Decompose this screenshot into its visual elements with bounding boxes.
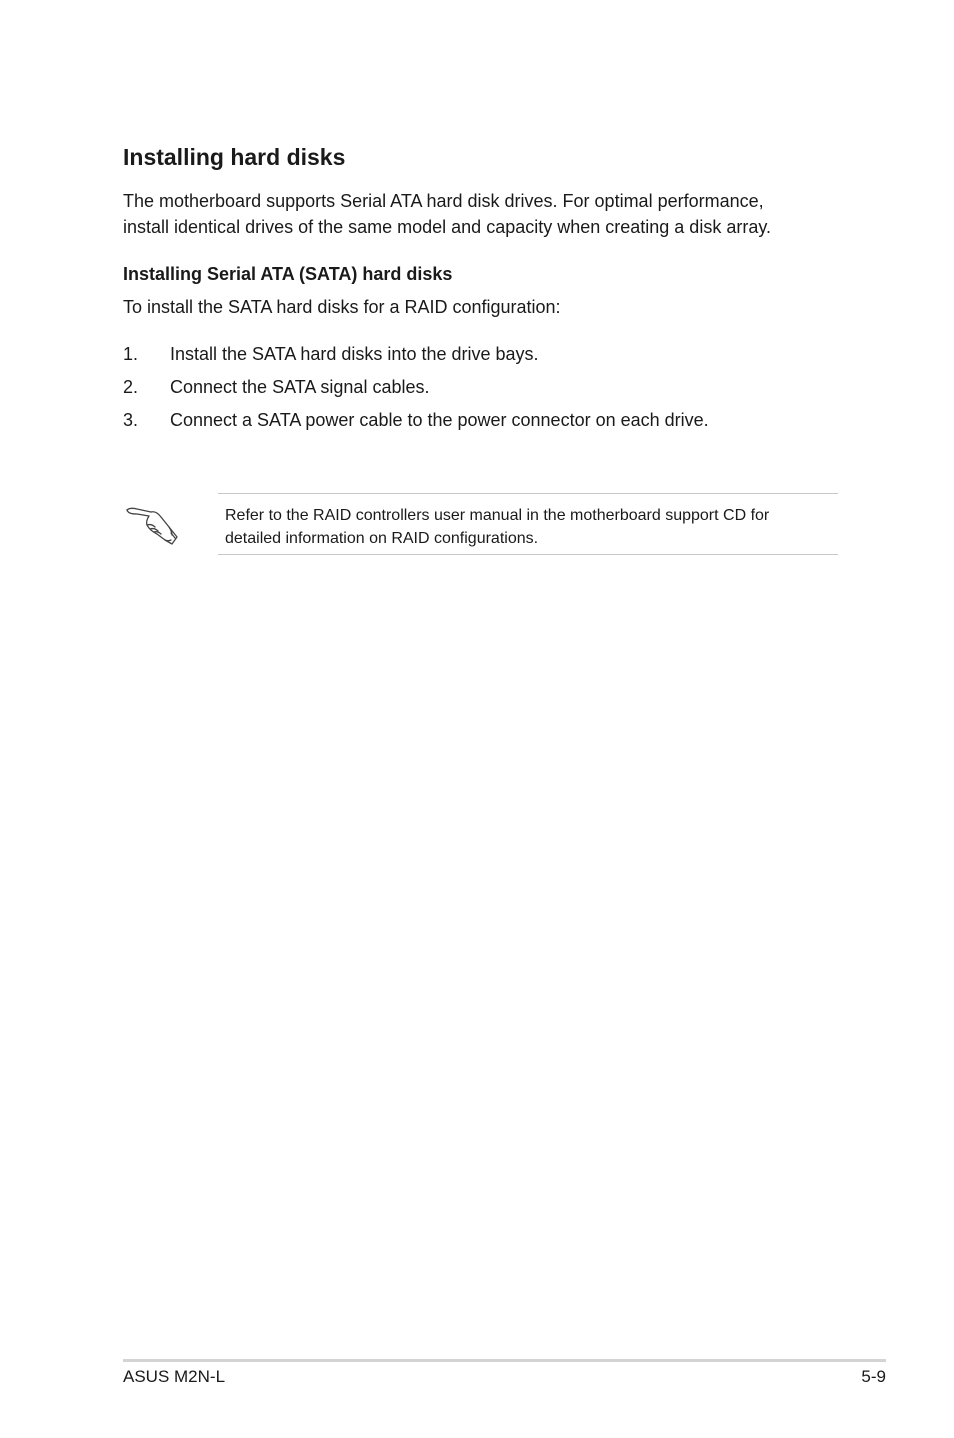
intro-line: install identical drives of the same model and capacity when creating a disk array. xyxy=(123,217,771,237)
lead-paragraph: To install the SATA hard disks for a RAID configuration: xyxy=(123,297,561,317)
step-text: Connect a SATA power cable to the power connector on each drive. xyxy=(170,410,709,430)
step-number: 3. xyxy=(123,410,139,430)
note-box xyxy=(218,493,838,555)
list-item xyxy=(123,376,843,409)
step-number: 2. xyxy=(123,377,139,397)
pointing-hand-icon xyxy=(125,500,179,546)
footer-page-number: 5-9 xyxy=(861,1367,886,1386)
footer-divider xyxy=(123,1359,886,1362)
page-title: Installing hard disks xyxy=(123,144,346,170)
subsection-heading: Installing Serial ATA (SATA) hard disks xyxy=(123,264,453,284)
note-line: Refer to the RAID controllers user manual in the motherboard support CD for xyxy=(225,507,770,524)
intro-paragraph xyxy=(123,188,843,240)
step-text: Connect the SATA signal cables. xyxy=(170,377,430,397)
list-item xyxy=(123,343,843,376)
intro-line: The motherboard supports Serial ATA hard disk drives. For optimal performance, xyxy=(123,191,764,211)
list-item xyxy=(123,409,843,442)
steps-list xyxy=(123,343,843,442)
note-line: detailed information on RAID configurations. xyxy=(225,530,539,547)
step-text: Install the SATA hard disks into the drive bays. xyxy=(170,344,539,364)
step-number: 1. xyxy=(123,344,139,364)
footer-product-name: ASUS M2N-L xyxy=(123,1367,226,1386)
note-text xyxy=(225,504,830,550)
